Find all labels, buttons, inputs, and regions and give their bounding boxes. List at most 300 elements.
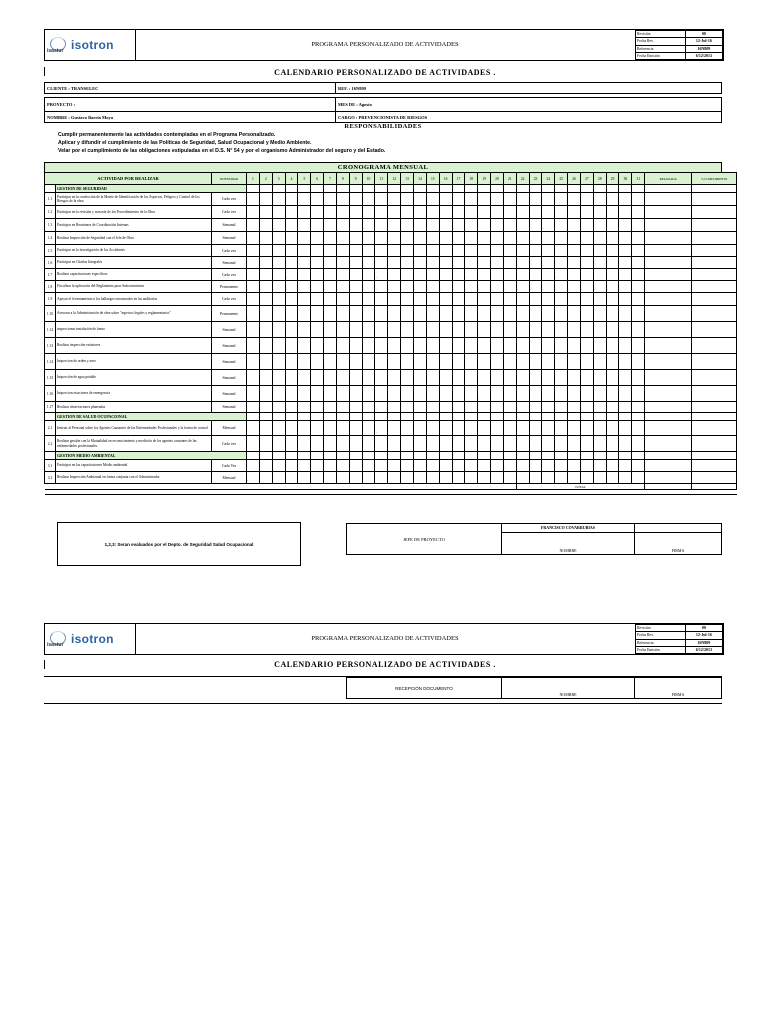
activity-row <box>45 386 737 402</box>
day-cell <box>593 460 606 472</box>
day-cell <box>529 386 542 402</box>
grid-cell <box>503 452 516 460</box>
day-cell <box>349 322 362 338</box>
day-cell <box>478 421 491 436</box>
day-cell <box>555 322 568 338</box>
scheduled-mark: · <box>452 287 454 292</box>
day-cell <box>311 472 324 484</box>
day-cell <box>516 338 529 354</box>
day-cell <box>632 436 645 452</box>
day-cell <box>542 193 555 206</box>
activity-description: Apoyar el levantamiento a los hallazgos encontrados en las auditorías <box>56 293 212 306</box>
day-cell <box>542 232 555 245</box>
day-cell <box>401 370 414 386</box>
day-cell <box>465 421 478 436</box>
scheduled-mark: · <box>362 287 364 292</box>
scheduled-mark: · <box>272 263 275 268</box>
day-column-header: 26 <box>568 173 581 185</box>
day-cell <box>606 206 619 219</box>
day-cell <box>388 370 401 386</box>
day-column-header: 25 <box>555 173 568 185</box>
day-cell <box>272 402 285 413</box>
client-field: CLIENTE : TRANSELEC <box>45 83 336 94</box>
day-cell <box>413 402 426 413</box>
revision-box <box>635 624 723 654</box>
day-cell <box>516 193 529 206</box>
day-cell <box>452 472 465 484</box>
activity-description: Inspección de agua potable <box>56 370 212 386</box>
day-cell <box>285 322 298 338</box>
day-column-header: 19 <box>478 173 491 185</box>
day-cell <box>247 421 260 436</box>
day-cell <box>426 281 442 293</box>
day-cell <box>516 402 529 413</box>
day-column-header: 2 <box>259 173 272 185</box>
day-cell <box>478 386 491 402</box>
day-cell <box>542 206 555 219</box>
day-cell <box>349 193 362 206</box>
logo-small-text: isastur <box>47 642 64 648</box>
day-cell <box>426 402 439 413</box>
day-cell <box>247 281 260 293</box>
day-cell <box>413 219 426 232</box>
frequency-column-header: INTENSIDAD <box>212 173 247 185</box>
day-column-header: 30 <box>619 173 632 185</box>
scheduled-mark: · <box>362 226 364 231</box>
grid-cell <box>439 413 452 421</box>
reception-table <box>346 677 722 699</box>
day-cell <box>259 436 272 452</box>
day-cell <box>413 436 426 452</box>
day-cell <box>516 245 529 257</box>
activity-number: 1.6 <box>45 257 56 269</box>
day-cell <box>542 460 555 472</box>
day-cell <box>259 293 272 306</box>
day-cell <box>272 232 285 245</box>
day-cell <box>388 386 401 402</box>
revision-value: 6/12/2013 <box>685 646 722 653</box>
day-cell <box>401 269 414 281</box>
day-cell <box>632 293 645 306</box>
day-cell <box>285 219 298 232</box>
day-cell <box>324 338 337 354</box>
day-cell <box>375 193 388 206</box>
day-cell <box>555 219 568 232</box>
scheduled-mark: · <box>324 287 326 292</box>
grid-cell <box>336 413 349 421</box>
day-cell <box>529 306 542 322</box>
day-cell <box>349 436 362 452</box>
day-cell <box>516 306 529 322</box>
grid-cell <box>568 185 581 193</box>
day-cell <box>298 338 311 354</box>
day-cell <box>555 338 568 354</box>
day-cell <box>336 281 352 293</box>
scheduled-mark: · <box>375 275 377 280</box>
day-cell <box>388 281 401 293</box>
day-cell <box>413 460 426 472</box>
percent-cell <box>692 421 737 436</box>
activity-number: 1.17 <box>45 402 56 413</box>
activity-row <box>45 306 737 322</box>
day-cell <box>247 257 260 269</box>
grid-cell <box>452 413 465 421</box>
day-cell <box>580 245 593 257</box>
day-cell <box>632 472 645 484</box>
day-cell <box>324 281 337 293</box>
day-cell <box>247 322 260 338</box>
grid-cell <box>619 452 632 460</box>
bottom-line <box>45 490 737 495</box>
main-title: CALENDARIO PERSONALIZADO DE ACTIVIDADES . <box>274 68 496 77</box>
realized-cell <box>645 354 692 370</box>
day-cell <box>311 293 324 306</box>
day-cell <box>503 269 516 281</box>
day-cell <box>311 281 324 293</box>
day-cell <box>568 293 581 306</box>
day-cell <box>542 436 555 452</box>
day-cell <box>452 460 465 472</box>
day-cell <box>619 257 632 269</box>
day-cell <box>555 257 568 269</box>
grid-cell <box>413 185 426 193</box>
day-cell <box>375 354 388 370</box>
day-cell <box>388 354 401 370</box>
percent-cell <box>692 219 737 232</box>
day-cell <box>388 460 401 472</box>
activity-frequency: Semanal <box>212 370 247 386</box>
day-column-header: 16 <box>439 173 452 185</box>
day-cell <box>247 232 260 245</box>
day-cell <box>285 370 298 386</box>
day-cell <box>298 245 311 257</box>
scheduled-mark: · <box>401 287 403 292</box>
realized-cell <box>645 193 692 206</box>
day-cell <box>285 460 298 472</box>
day-cell <box>324 386 337 402</box>
day-cell <box>491 219 504 232</box>
day-cell <box>478 436 491 452</box>
scheduled-mark: · <box>542 263 544 268</box>
day-cell <box>568 460 581 472</box>
day-cell <box>272 370 285 386</box>
grid-cell <box>375 185 388 193</box>
day-cell <box>632 338 645 354</box>
activity-description: Inspeccion de orden y aseo <box>56 354 212 370</box>
day-cell <box>542 293 555 306</box>
day-cell <box>452 370 465 386</box>
day-cell <box>542 421 555 436</box>
day-cell <box>619 436 632 452</box>
revision-value: 00 <box>685 31 722 38</box>
scheduled-mark: · <box>388 380 390 385</box>
activity-number: 1.9 <box>45 293 56 306</box>
day-cell <box>439 232 452 245</box>
activity-description: Participar en la investigación de los Accidentes <box>56 245 212 257</box>
grid-cell <box>555 452 568 460</box>
scheduled-mark: · <box>478 396 480 401</box>
day-cell <box>413 370 426 386</box>
day-cell <box>298 232 311 245</box>
day-cell <box>439 472 452 484</box>
day-cell <box>426 386 439 402</box>
evaluation-note: 1,2,3: Seran evaluados por el Depto. de Seguridad Salud Ocupacional <box>57 522 301 566</box>
day-cell <box>247 460 260 472</box>
day-cell <box>465 472 478 484</box>
grid-cell <box>426 452 439 460</box>
grid-cell <box>247 413 260 421</box>
day-cell <box>452 354 465 370</box>
scheduled-mark: · <box>516 239 519 244</box>
day-column-header: 15 <box>426 173 439 185</box>
day-cell <box>465 436 478 452</box>
scheduled-mark: · <box>516 287 519 292</box>
revision-value: 00 <box>685 625 722 632</box>
scheduled-mark: · <box>285 287 287 292</box>
grid-cell <box>516 185 529 193</box>
revision-value: 12-Jul-16 <box>685 38 722 45</box>
day-cell <box>580 281 596 293</box>
day-column-header: 17 <box>452 173 465 185</box>
activity-frequency: Semanal <box>212 386 247 402</box>
day-cell <box>259 460 272 472</box>
day-cell <box>593 338 606 354</box>
margin-tick <box>44 660 45 669</box>
realized-cell <box>645 306 692 322</box>
day-cell <box>375 370 388 386</box>
grid-cell <box>247 185 260 193</box>
grid-cell <box>692 185 737 193</box>
day-cell <box>362 322 375 338</box>
day-cell <box>503 193 516 206</box>
grid-cell <box>413 452 426 460</box>
day-cell <box>478 338 491 354</box>
realized-cell <box>645 386 692 402</box>
day-cell <box>388 219 401 232</box>
day-cell <box>375 245 388 257</box>
realized-cell <box>645 219 692 232</box>
day-cell <box>413 293 426 306</box>
day-cell <box>413 193 426 206</box>
realized-cell <box>645 269 692 281</box>
scheduled-mark: · <box>311 287 313 292</box>
day-cell <box>580 402 593 413</box>
day-cell <box>247 386 260 402</box>
day-cell <box>580 436 593 452</box>
day-cell <box>259 219 275 232</box>
day-cell <box>606 370 619 386</box>
day-cell <box>336 193 349 206</box>
day-cell <box>439 421 452 436</box>
day-cell <box>388 322 401 338</box>
day-cell <box>529 245 542 257</box>
activity-description: Realizar capacitaciones específicas <box>56 269 212 281</box>
day-cell <box>619 354 632 370</box>
activity-frequency: Cada Vez <box>212 460 247 472</box>
percent-cell <box>692 281 737 293</box>
day-cell <box>272 206 285 219</box>
revision-label: Fecha Emisión <box>636 52 686 59</box>
day-cell <box>439 306 452 322</box>
day-cell <box>580 421 593 436</box>
day-cell <box>375 421 388 436</box>
scheduled-mark: · <box>632 263 634 268</box>
day-cell <box>593 269 606 281</box>
realized-cell <box>645 257 692 269</box>
day-cell <box>568 338 581 354</box>
day-cell <box>529 370 542 386</box>
day-cell <box>452 232 465 245</box>
scheduled-mark: · <box>388 287 390 292</box>
day-cell <box>452 293 465 306</box>
responsibility-line: Cumplir permanentemente las actividades contempladas en el Programa Personalizado. <box>58 132 276 138</box>
day-cell <box>606 306 619 322</box>
day-cell <box>375 257 388 269</box>
grid-cell <box>259 413 272 421</box>
scheduled-mark: · <box>285 407 287 412</box>
day-cell <box>632 269 645 281</box>
day-cell <box>349 472 362 484</box>
day-cell <box>568 306 581 322</box>
scheduled-mark: · <box>388 348 390 353</box>
day-cell <box>529 281 542 293</box>
activity-number: 3.2 <box>45 472 56 484</box>
day-cell <box>259 193 272 206</box>
day-cell <box>529 472 542 484</box>
day-cell <box>632 322 645 338</box>
day-cell <box>336 402 349 413</box>
percent-cell <box>692 436 737 452</box>
day-cell <box>426 245 439 257</box>
day-cell <box>606 338 619 354</box>
day-cell <box>632 232 645 245</box>
cronograma-title: CRONOGRAMA MENSUAL <box>44 162 722 173</box>
day-cell <box>298 460 311 472</box>
day-cell <box>298 370 311 386</box>
activity-frequency: Permanente <box>212 306 247 322</box>
activity-description: Fiscalizar la aplicación del Reglamento pour Subcontratistas <box>56 281 212 293</box>
activity-frequency: Cada vez <box>212 269 247 281</box>
day-cell <box>439 206 452 219</box>
day-cell <box>401 386 414 402</box>
day-cell <box>324 219 337 232</box>
day-cell <box>388 193 401 206</box>
percent-cell <box>692 269 737 281</box>
day-cell <box>593 245 606 257</box>
day-cell <box>311 354 324 370</box>
day-cell <box>452 386 465 402</box>
day-cell <box>298 402 311 413</box>
day-cell <box>336 245 349 257</box>
day-cell <box>491 257 504 269</box>
grid-cell <box>606 413 619 421</box>
day-cell <box>311 206 324 219</box>
day-cell <box>247 472 260 484</box>
day-cell <box>478 472 491 484</box>
day-cell <box>529 257 542 269</box>
day-cell <box>401 281 414 293</box>
day-cell <box>606 193 619 206</box>
day-cell <box>529 219 542 232</box>
scheduled-mark: · <box>247 478 249 483</box>
day-cell <box>298 306 311 322</box>
grid-cell <box>692 452 737 460</box>
percent-cell <box>692 338 737 354</box>
day-cell <box>465 306 478 322</box>
day-cell <box>336 472 349 484</box>
day-cell <box>298 436 311 452</box>
grid-cell <box>324 185 337 193</box>
day-cell <box>452 421 465 436</box>
scheduled-mark: · <box>439 287 442 292</box>
day-cell <box>247 245 260 257</box>
grid-cell <box>478 413 491 421</box>
scheduled-mark: · <box>619 287 621 292</box>
day-cell <box>491 354 504 370</box>
revision-label: Fecha Emisión <box>636 646 686 653</box>
activity-row <box>45 257 737 269</box>
day-cell <box>439 269 452 281</box>
day-cell <box>439 257 452 269</box>
percent-cell <box>692 386 737 402</box>
day-cell <box>516 472 529 484</box>
revision-label: Fecha Rev. <box>636 632 686 639</box>
day-cell <box>362 460 375 472</box>
day-cell <box>285 421 298 436</box>
day-cell <box>491 370 504 386</box>
activity-frequency: Cada vez <box>212 193 247 206</box>
scheduled-mark: · <box>272 287 275 292</box>
day-cell <box>324 436 337 452</box>
day-cell <box>311 219 324 232</box>
day-cell <box>465 354 478 370</box>
day-cell <box>503 354 516 370</box>
day-cell <box>516 436 529 452</box>
grid-cell <box>362 413 375 421</box>
activity-description: Instruir al Personal sobre los Agentes Causantes de las Enfermedades Profesionales y la forma de control <box>56 421 212 436</box>
day-cell <box>555 306 568 322</box>
signature-table <box>346 523 722 555</box>
day-cell <box>542 386 555 402</box>
day-cell <box>478 354 491 370</box>
activity-row <box>45 269 737 281</box>
grid-cell <box>349 413 362 421</box>
day-cell <box>606 219 619 232</box>
day-cell <box>452 257 465 269</box>
day-cell <box>491 472 504 484</box>
scheduled-mark: · <box>503 287 506 292</box>
day-cell <box>426 232 439 245</box>
day-cell <box>259 232 272 245</box>
day-cell <box>580 460 593 472</box>
day-cell <box>349 257 362 269</box>
day-column-header: 28 <box>593 173 606 185</box>
day-cell <box>362 206 375 219</box>
day-column-header: 4 <box>285 173 298 185</box>
day-cell <box>542 354 555 370</box>
day-cell <box>542 269 555 281</box>
day-cell <box>426 219 439 232</box>
day-cell <box>375 206 388 219</box>
grid-cell <box>606 185 619 193</box>
realized-cell <box>645 206 692 219</box>
scheduled-mark: · <box>336 287 339 292</box>
scheduled-mark: · <box>362 263 364 268</box>
day-cell <box>413 322 426 338</box>
revision-label: Referencia <box>636 45 686 52</box>
day-cell <box>426 293 439 306</box>
activity-number: 1.13 <box>45 338 56 354</box>
